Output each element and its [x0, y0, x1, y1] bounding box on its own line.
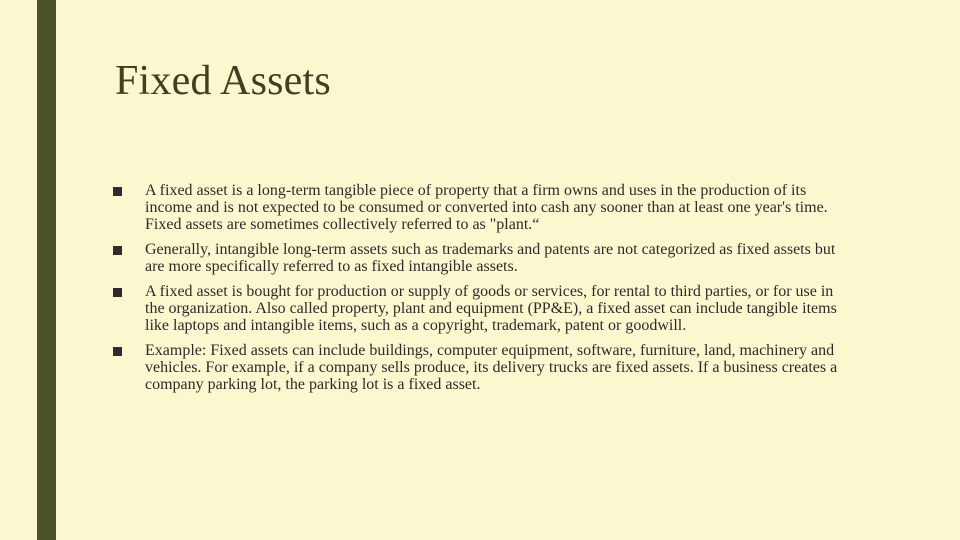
bullet-item — [113, 283, 853, 334]
bullet-list — [113, 182, 853, 401]
bullet-text: A fixed asset is bought for production or supply of goods or services, for rental to third parties, or for use in the organization. Also called property, plant and equipment (PP&E), a fixed asset can include tangible items like laptops and intangible items, such as a copyright, trademark, patent or goodwill. — [145, 283, 837, 334]
bullet-item — [113, 342, 853, 393]
slide-title: Fixed Assets — [115, 58, 331, 104]
bullet-text: A fixed asset is a long-term tangible piece of property that a firm owns and uses in the production of its income and is not expected to be consumed or converted into cash any sooner than at least one year's time. Fixed assets are sometimes collectively referred to as "plant.“ — [145, 182, 828, 233]
bullet-item — [113, 241, 853, 275]
square-bullet-icon — [113, 246, 122, 255]
bullet-item — [113, 182, 853, 233]
accent-bar — [37, 0, 56, 540]
bullet-text: Example: Fixed assets can include buildings, computer equipment, software, furniture, land, machinery and vehicles. For example, if a company sells produce, its delivery trucks are fixed assets. If a business creates a company parking lot, the parking lot is a fixed asset. — [145, 342, 838, 393]
square-bullet-icon — [113, 288, 122, 297]
square-bullet-icon — [113, 347, 122, 356]
bullet-text: Generally, intangible long-term assets such as trademarks and patents are not categorized as fixed assets but are more specifically referred to as fixed intangible assets. — [145, 241, 836, 275]
square-bullet-icon — [113, 187, 122, 196]
